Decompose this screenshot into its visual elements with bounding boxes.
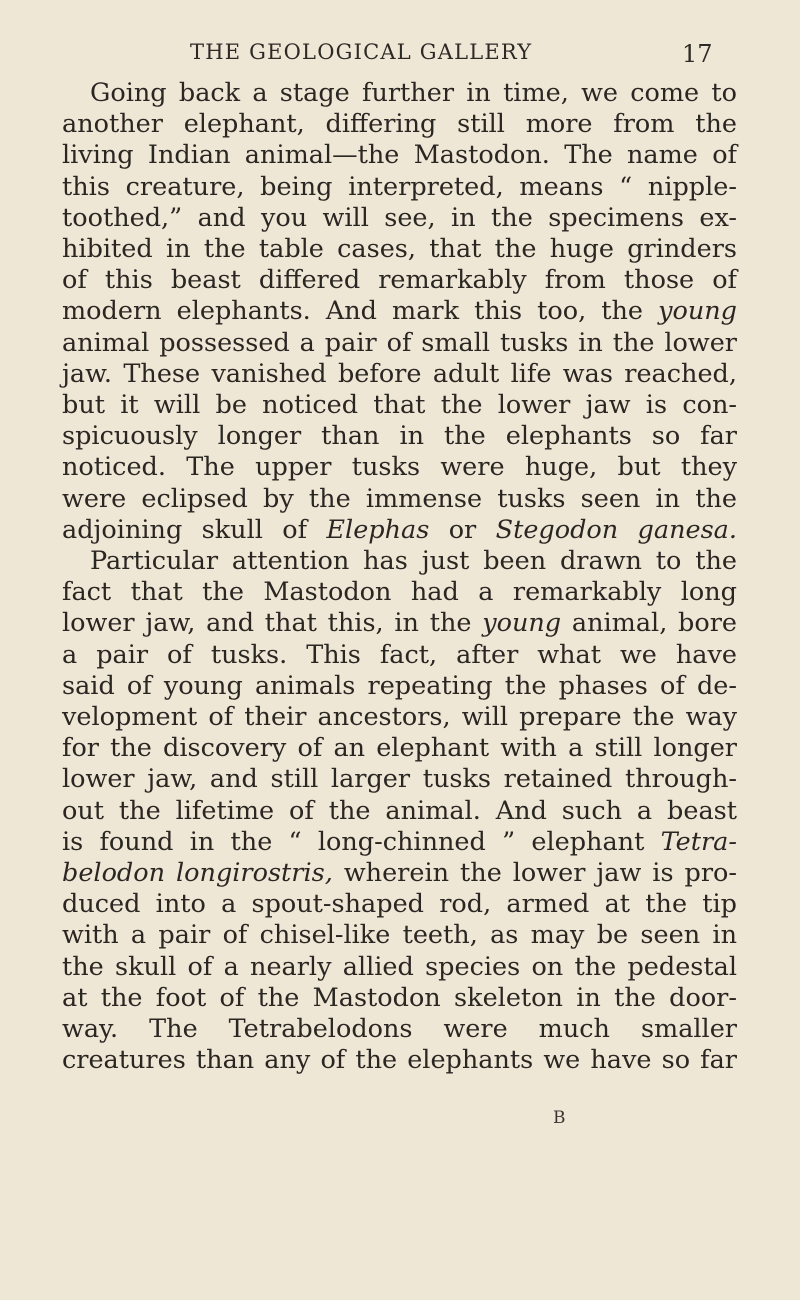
text-line: duced into a spout-shaped rod, armed at the tip: [62, 889, 737, 920]
text-line: toothed,” and you will see, in the specimens ex-: [62, 202, 737, 233]
text-line: but it will be noticed that the lower jaw is con-: [62, 390, 737, 421]
text-line: the skull of a nearly allied species on the pedestal: [62, 951, 737, 982]
text-line: hibited in the table cases, that the huge grinders: [62, 234, 737, 265]
text-line: lower jaw, and that this, in the young animal, bore: [62, 608, 737, 639]
text-line: were eclipsed by the immense tusks seen in the: [62, 483, 737, 514]
italic-term: young: [658, 296, 737, 327]
text-line: modern elephants. And mark this too, the young: [62, 296, 737, 327]
body-text: [62, 78, 737, 1077]
text-line: noticed. The upper tusks were huge, but they: [62, 452, 737, 483]
text-line: Particular attention has just been drawn to the: [90, 546, 737, 577]
text-line: with a pair of chisel-like teeth, as may be seen in: [62, 920, 737, 951]
text-line: animal possessed a pair of small tusks in the lower: [62, 327, 737, 358]
italic-term: Tetra-: [660, 826, 737, 857]
text-line: creatures than any of the elephants we have so far: [62, 1045, 737, 1076]
text-line: belodon longirostris, wherein the lower jaw is pro-: [62, 858, 738, 889]
text-line: this creature, being interpreted, means “ nipple-: [62, 171, 737, 202]
text-line: jaw. These vanished before adult life was reached,: [62, 358, 737, 389]
text-line: a pair of tusks. This fact, after what we have: [62, 639, 737, 670]
page-number: 17: [682, 40, 713, 68]
text-line: lower jaw, and still larger tusks retained through-: [62, 764, 737, 795]
text-line: velopment of their ancestors, will prepare the way: [62, 702, 737, 733]
text-line: for the discovery of an elephant with a still longer: [62, 733, 737, 764]
signature-mark: B: [553, 1108, 566, 1128]
italic-term: belodon longirostris,: [62, 858, 333, 889]
italic-term: young: [482, 608, 562, 639]
text-line: fact that the Mastodon had a remarkably long: [62, 577, 737, 608]
text-line: way. The Tetrabelodons were much smaller: [62, 1014, 737, 1045]
italic-term: Stegodon ganesa.: [495, 514, 737, 545]
text-line: is found in the “ long-chinned ” elephant Tetra-: [62, 826, 737, 857]
text-line: said of young animals repeating the phases of de-: [62, 670, 737, 701]
italic-term: Elephas: [326, 514, 430, 545]
text-line: living Indian animal—the Mastodon. The name of: [62, 140, 737, 171]
running-title: THE GEOLOGICAL GALLERY: [190, 40, 533, 64]
text-line: spicuously longer than in the elephants so far: [62, 421, 737, 452]
text-line: at the foot of the Mastodon skeleton in the door-: [62, 982, 737, 1013]
text-line: of this beast differed remarkably from those of: [62, 265, 737, 296]
text-line: out the lifetime of the animal. And such a beast: [62, 795, 737, 826]
text-line: adjoining skull of Elephas or Stegodon ganesa.: [62, 514, 737, 545]
text-line: Going back a stage further in time, we come to: [90, 78, 737, 108]
text-line: another elephant, differing still more from the: [62, 109, 737, 140]
